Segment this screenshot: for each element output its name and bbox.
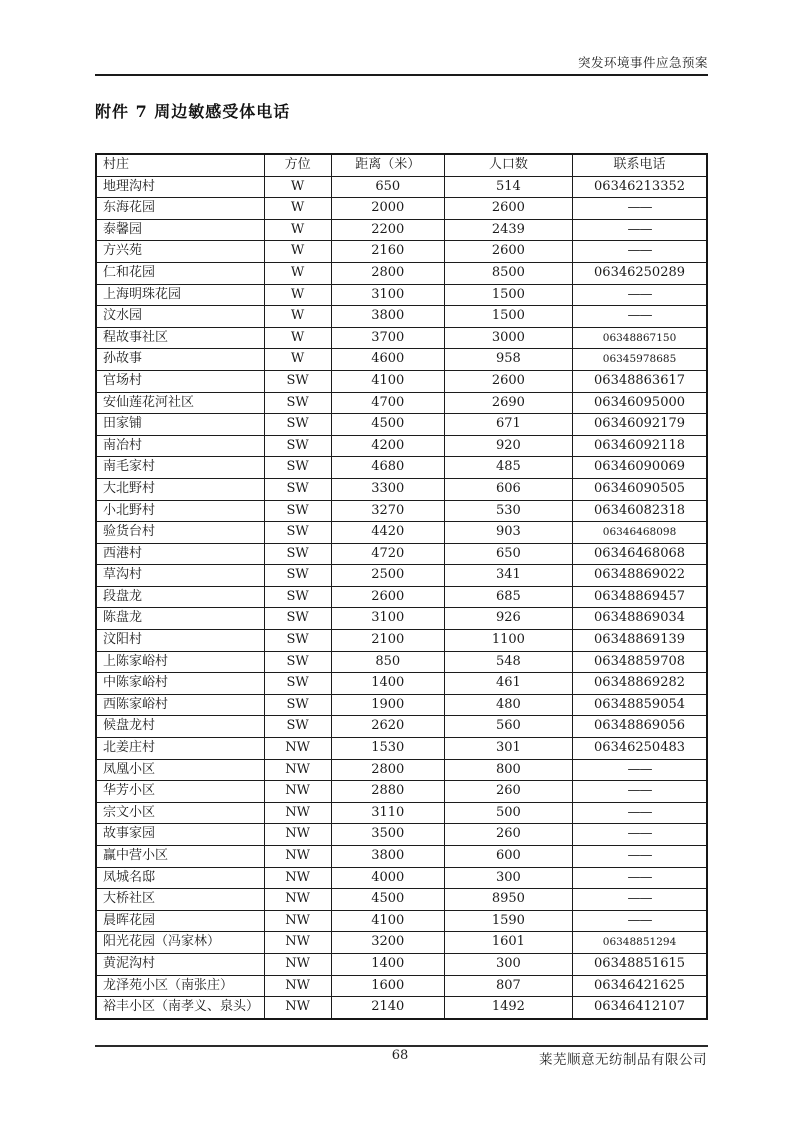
column-header-phone: 联系电话 — [573, 154, 707, 176]
population-cell: 341 — [444, 565, 572, 587]
village-cell: 凤城名邸 — [96, 867, 264, 889]
village-cell: 段盘龙 — [96, 586, 264, 608]
direction-cell: NW — [264, 824, 331, 846]
table-row — [96, 759, 707, 781]
table-row — [96, 932, 707, 954]
distance-cell: 1600 — [331, 975, 444, 997]
direction-cell: NW — [264, 932, 331, 954]
population-cell: 1100 — [444, 630, 572, 652]
phone-cell: 06345978685 — [573, 349, 707, 371]
phone-cell: —— — [573, 867, 707, 889]
phone-cell: 06346250483 — [573, 738, 707, 760]
distance-cell: 2600 — [331, 586, 444, 608]
village-cell: 地理沟村 — [96, 176, 264, 198]
phone-cell: —— — [573, 910, 707, 932]
distance-cell: 2100 — [331, 630, 444, 652]
phone-cell: 06346090505 — [573, 478, 707, 500]
population-cell: 260 — [444, 824, 572, 846]
phone-cell: 06348869139 — [573, 630, 707, 652]
table-row — [96, 241, 707, 263]
distance-cell: 3500 — [331, 824, 444, 846]
direction-cell: W — [264, 284, 331, 306]
table-row — [96, 910, 707, 932]
distance-cell: 3100 — [331, 284, 444, 306]
table-row — [96, 543, 707, 565]
direction-cell: SW — [264, 414, 331, 436]
village-cell: 西陈家峪村 — [96, 694, 264, 716]
direction-cell: NW — [264, 910, 331, 932]
phone-cell: 06346095000 — [573, 392, 707, 414]
phone-cell: 06348869034 — [573, 608, 707, 630]
population-cell: 685 — [444, 586, 572, 608]
header-rule — [95, 74, 708, 76]
distance-cell: 4500 — [331, 889, 444, 911]
phone-cell: 06346090069 — [573, 457, 707, 479]
distance-cell: 2000 — [331, 198, 444, 220]
population-cell: 650 — [444, 543, 572, 565]
phone-cell: 06348859708 — [573, 651, 707, 673]
population-cell: 1492 — [444, 997, 572, 1019]
village-cell: 龙泽苑小区（南张庄） — [96, 975, 264, 997]
village-cell: 方兴苑 — [96, 241, 264, 263]
phone-cell: 06346213352 — [573, 176, 707, 198]
distance-cell: 2140 — [331, 997, 444, 1019]
village-cell: 上海明珠花园 — [96, 284, 264, 306]
village-cell: 中陈家峪村 — [96, 673, 264, 695]
direction-cell: SW — [264, 392, 331, 414]
table-row — [96, 716, 707, 738]
sensitive-receptors-table — [95, 153, 708, 1020]
table-header-row — [96, 154, 707, 176]
village-cell: 泰馨园 — [96, 219, 264, 241]
distance-cell: 650 — [331, 176, 444, 198]
running-header-title: 突发环境事件应急预案 — [577, 55, 708, 70]
phone-cell: —— — [573, 241, 707, 263]
village-cell: 汶水园 — [96, 306, 264, 328]
village-cell: 程故事社区 — [96, 327, 264, 349]
table-row — [96, 284, 707, 306]
distance-cell: 2620 — [331, 716, 444, 738]
population-cell: 530 — [444, 500, 572, 522]
distance-cell: 4700 — [331, 392, 444, 414]
direction-cell: NW — [264, 867, 331, 889]
table-row — [96, 586, 707, 608]
direction-cell: NW — [264, 759, 331, 781]
distance-cell: 2800 — [331, 759, 444, 781]
distance-cell: 4720 — [331, 543, 444, 565]
table-row — [96, 738, 707, 760]
table-row — [96, 608, 707, 630]
direction-cell: NW — [264, 953, 331, 975]
distance-cell: 4420 — [331, 522, 444, 544]
table-row — [96, 198, 707, 220]
distance-cell: 2800 — [331, 262, 444, 284]
village-cell: 安仙莲花河社区 — [96, 392, 264, 414]
distance-cell: 2500 — [331, 565, 444, 587]
village-cell: 南毛家村 — [96, 457, 264, 479]
direction-cell: W — [264, 198, 331, 220]
village-cell: 陈盘龙 — [96, 608, 264, 630]
table-row — [96, 630, 707, 652]
page-number: 68 — [391, 1048, 409, 1063]
table-row — [96, 219, 707, 241]
phone-cell: —— — [573, 802, 707, 824]
phone-cell: 06348851294 — [573, 932, 707, 954]
population-cell: 560 — [444, 716, 572, 738]
village-cell: 西港村 — [96, 543, 264, 565]
table-row — [96, 435, 707, 457]
population-cell: 514 — [444, 176, 572, 198]
population-cell: 1500 — [444, 284, 572, 306]
village-cell: 田家铺 — [96, 414, 264, 436]
table-row — [96, 457, 707, 479]
direction-cell: SW — [264, 651, 331, 673]
village-cell: 阳光花园（冯家林） — [96, 932, 264, 954]
population-cell: 8500 — [444, 262, 572, 284]
population-cell: 1590 — [444, 910, 572, 932]
village-cell: 大桥社区 — [96, 889, 264, 911]
distance-cell: 3300 — [331, 478, 444, 500]
village-cell: 小北野村 — [96, 500, 264, 522]
village-cell: 上陈家峪村 — [96, 651, 264, 673]
direction-cell: W — [264, 306, 331, 328]
population-cell: 300 — [444, 953, 572, 975]
population-cell: 800 — [444, 759, 572, 781]
distance-cell: 3110 — [331, 802, 444, 824]
village-cell: 故事家园 — [96, 824, 264, 846]
population-cell: 958 — [444, 349, 572, 371]
village-cell: 黄泥沟村 — [96, 953, 264, 975]
direction-cell: NW — [264, 738, 331, 760]
population-cell: 2439 — [444, 219, 572, 241]
distance-cell: 4000 — [331, 867, 444, 889]
direction-cell: SW — [264, 478, 331, 500]
population-cell: 301 — [444, 738, 572, 760]
village-cell: 南冶村 — [96, 435, 264, 457]
direction-cell: SW — [264, 457, 331, 479]
village-cell: 大北野村 — [96, 478, 264, 500]
population-cell: 300 — [444, 867, 572, 889]
phone-cell: —— — [573, 824, 707, 846]
direction-cell: NW — [264, 846, 331, 868]
table-row — [96, 176, 707, 198]
direction-cell: SW — [264, 435, 331, 457]
population-cell: 1601 — [444, 932, 572, 954]
village-cell: 候盘龙村 — [96, 716, 264, 738]
footer-rule — [95, 1045, 708, 1047]
phone-cell: 06348851615 — [573, 953, 707, 975]
population-cell: 500 — [444, 802, 572, 824]
table-row — [96, 975, 707, 997]
phone-cell: —— — [573, 781, 707, 803]
distance-cell: 850 — [331, 651, 444, 673]
distance-cell: 4100 — [331, 370, 444, 392]
table-row — [96, 306, 707, 328]
phone-cell: 06348869457 — [573, 586, 707, 608]
distance-cell: 4200 — [331, 435, 444, 457]
distance-cell: 1400 — [331, 673, 444, 695]
population-cell: 548 — [444, 651, 572, 673]
table-row — [96, 867, 707, 889]
table-row — [96, 889, 707, 911]
population-cell: 2690 — [444, 392, 572, 414]
distance-cell: 4500 — [331, 414, 444, 436]
population-cell: 807 — [444, 975, 572, 997]
direction-cell: SW — [264, 630, 331, 652]
table-row — [96, 370, 707, 392]
phone-cell: —— — [573, 284, 707, 306]
direction-cell: SW — [264, 500, 331, 522]
phone-cell: 06348869282 — [573, 673, 707, 695]
population-cell: 926 — [444, 608, 572, 630]
direction-cell: W — [264, 241, 331, 263]
village-cell: 晨晖花园 — [96, 910, 264, 932]
direction-cell: SW — [264, 694, 331, 716]
population-cell: 2600 — [444, 198, 572, 220]
phone-cell: —— — [573, 889, 707, 911]
distance-cell: 1900 — [331, 694, 444, 716]
table-row — [96, 802, 707, 824]
phone-cell: 06348859054 — [573, 694, 707, 716]
village-cell: 官场村 — [96, 370, 264, 392]
phone-cell: 06348867150 — [573, 327, 707, 349]
table-row — [96, 673, 707, 695]
table-row — [96, 500, 707, 522]
column-header-distance: 距离（米） — [331, 154, 444, 176]
population-cell: 461 — [444, 673, 572, 695]
direction-cell: SW — [264, 522, 331, 544]
column-header-population: 人口数 — [444, 154, 572, 176]
distance-cell: 4100 — [331, 910, 444, 932]
distance-cell: 1530 — [331, 738, 444, 760]
table-row — [96, 478, 707, 500]
table-row — [96, 846, 707, 868]
village-cell: 仁和花园 — [96, 262, 264, 284]
phone-cell: 06346421625 — [573, 975, 707, 997]
table-row — [96, 349, 707, 371]
phone-cell: 06348863617 — [573, 370, 707, 392]
distance-cell: 3100 — [331, 608, 444, 630]
direction-cell: W — [264, 327, 331, 349]
phone-cell: 06348869022 — [573, 565, 707, 587]
direction-cell: SW — [264, 543, 331, 565]
distance-cell: 3700 — [331, 327, 444, 349]
table-row — [96, 327, 707, 349]
village-cell: 东海花园 — [96, 198, 264, 220]
column-header-direction: 方位 — [264, 154, 331, 176]
village-cell: 华芳小区 — [96, 781, 264, 803]
population-cell: 8950 — [444, 889, 572, 911]
population-cell: 600 — [444, 846, 572, 868]
direction-cell: NW — [264, 781, 331, 803]
table-row — [96, 781, 707, 803]
phone-cell: —— — [573, 198, 707, 220]
phone-cell: —— — [573, 219, 707, 241]
population-cell: 606 — [444, 478, 572, 500]
table-row — [96, 953, 707, 975]
table-row — [96, 565, 707, 587]
village-cell: 宗文小区 — [96, 802, 264, 824]
village-cell: 草沟村 — [96, 565, 264, 587]
direction-cell: SW — [264, 586, 331, 608]
column-header-village: 村庄 — [96, 154, 264, 176]
distance-cell: 2200 — [331, 219, 444, 241]
village-cell: 验货台村 — [96, 522, 264, 544]
distance-cell: 2160 — [331, 241, 444, 263]
table-body — [96, 176, 707, 1019]
distance-cell: 2880 — [331, 781, 444, 803]
table-row — [96, 824, 707, 846]
phone-cell: 06346468068 — [573, 543, 707, 565]
direction-cell: SW — [264, 370, 331, 392]
population-cell: 3000 — [444, 327, 572, 349]
distance-cell: 3270 — [331, 500, 444, 522]
population-cell: 1500 — [444, 306, 572, 328]
phone-cell: 06346092118 — [573, 435, 707, 457]
table-row — [96, 694, 707, 716]
population-cell: 485 — [444, 457, 572, 479]
population-cell: 920 — [444, 435, 572, 457]
page-content — [95, 0, 708, 1020]
table-row — [96, 997, 707, 1019]
village-cell: 凤凰小区 — [96, 759, 264, 781]
distance-cell: 1400 — [331, 953, 444, 975]
table-row — [96, 522, 707, 544]
direction-cell: NW — [264, 802, 331, 824]
phone-cell: —— — [573, 759, 707, 781]
phone-cell: 06346412107 — [573, 997, 707, 1019]
direction-cell: SW — [264, 608, 331, 630]
population-cell: 2600 — [444, 241, 572, 263]
population-cell: 903 — [444, 522, 572, 544]
attachment-title: 附件 7 周边敏感受体电话 — [95, 102, 291, 121]
village-cell: 裕丰小区（南孝义、泉头） — [96, 997, 264, 1019]
direction-cell: NW — [264, 997, 331, 1019]
table-row — [96, 262, 707, 284]
table-row — [96, 392, 707, 414]
village-cell: 北姜庄村 — [96, 738, 264, 760]
phone-cell: 06346082318 — [573, 500, 707, 522]
village-cell: 赢中营小区 — [96, 846, 264, 868]
distance-cell: 3800 — [331, 306, 444, 328]
phone-cell: 06348869056 — [573, 716, 707, 738]
distance-cell: 4600 — [331, 349, 444, 371]
population-cell: 260 — [444, 781, 572, 803]
population-cell: 671 — [444, 414, 572, 436]
direction-cell: W — [264, 219, 331, 241]
population-cell: 2600 — [444, 370, 572, 392]
phone-cell: 06346250289 — [573, 262, 707, 284]
distance-cell: 3800 — [331, 846, 444, 868]
village-cell: 汶阳村 — [96, 630, 264, 652]
distance-cell: 4680 — [331, 457, 444, 479]
direction-cell: W — [264, 262, 331, 284]
direction-cell: NW — [264, 975, 331, 997]
table-row — [96, 414, 707, 436]
phone-cell: 06346092179 — [573, 414, 707, 436]
direction-cell: SW — [264, 673, 331, 695]
phone-cell: —— — [573, 846, 707, 868]
village-cell: 孙故事 — [96, 349, 264, 371]
table-row — [96, 651, 707, 673]
population-cell: 480 — [444, 694, 572, 716]
distance-cell: 3200 — [331, 932, 444, 954]
direction-cell: SW — [264, 565, 331, 587]
direction-cell: SW — [264, 716, 331, 738]
phone-cell: —— — [573, 306, 707, 328]
direction-cell: W — [264, 349, 331, 371]
phone-cell: 06346468098 — [573, 522, 707, 544]
direction-cell: NW — [264, 889, 331, 911]
direction-cell: W — [264, 176, 331, 198]
footer-company-name: 莱芜顺意无纺制品有限公司 — [539, 1052, 707, 1068]
